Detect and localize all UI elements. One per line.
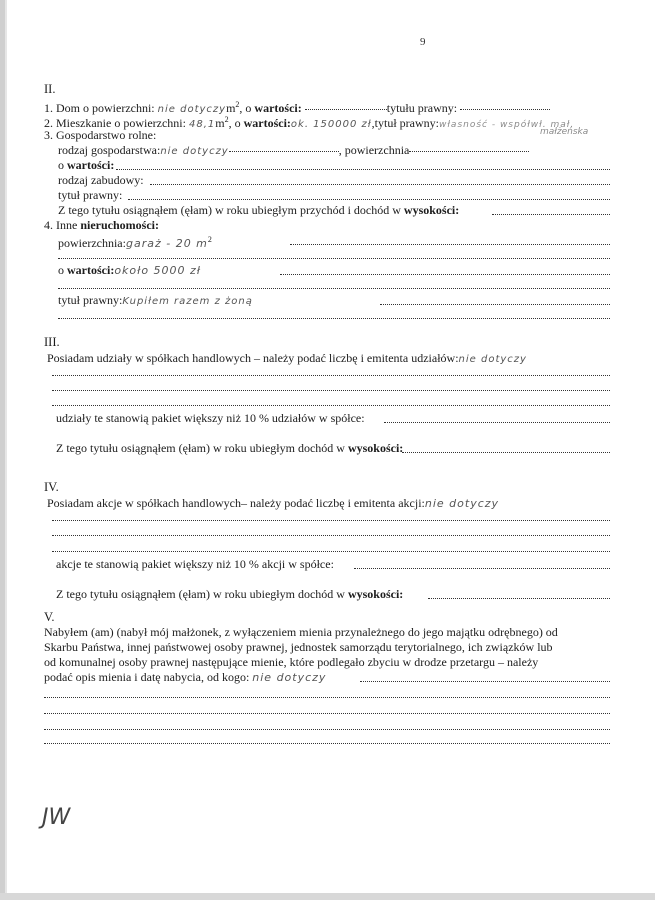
handwriting: Kupiłem razem z żoną <box>122 296 253 307</box>
handwriting: około 5000 zł <box>114 264 201 277</box>
signature: JW <box>42 805 71 830</box>
s2-other-value: o wartości:około 5000 zł <box>58 263 201 277</box>
handwriting: ok. 150000 zł <box>290 119 372 130</box>
section-5-heading: V. <box>44 610 55 624</box>
s2-farm-title: tytuł prawny: <box>58 188 123 202</box>
section-3-heading: III. <box>44 335 60 349</box>
s2-house-line: 1. Dom o powierzchni: nie dotyczym$^2$, o wartości: tytułu prawny: <box>44 98 550 117</box>
handwriting: nie dotyczy <box>458 354 527 365</box>
handwriting: garaż - 20 m <box>125 237 208 250</box>
s2-other-area: powierzchnia:garaż - 20 $m^2$ <box>58 235 212 250</box>
handwriting: nie dotyczy <box>252 671 327 684</box>
s2-flat-line: 2. Mieszkanie o powierzchni: $48,1m^2$, o wartości:ok. 150000 zł,tytuł prawny:własność - współwł. mał. <box>44 115 575 130</box>
scan-edge-inner <box>5 0 7 900</box>
s5-para-line-2: Skarbu Państwa, innej państwowej osoby prawnej, jednostek samorządu terytorialnego, ich związków lub <box>44 640 553 654</box>
s3-shares-line: Posiadam udziały w spółkach handlowych – należy podać liczbę i emitenta udziałów:nie dotyczy <box>47 351 527 365</box>
section-4-heading: IV. <box>44 480 59 494</box>
page-mark: 9 <box>420 36 426 48</box>
handwriting: nie dotyczy <box>160 146 229 157</box>
s4-income-line: Z tego tytułu osiągnąłem (ęłam) w roku ubiegłym dochód w wysokości: <box>56 587 404 601</box>
s5-para-line-3: od komunalnej osoby prawnej następujące mienie, które podlegało zbyciu w drodze przetargu – należy <box>44 655 539 669</box>
section-2-heading: II. <box>44 82 56 96</box>
handwriting: nie dotyczy <box>424 497 500 510</box>
handwriting: własność - współwł. mał. <box>438 120 575 130</box>
s2-other-property: 4. Inne nieruchomości: <box>44 218 159 232</box>
s2-farm-income: Z tego tytułu osiągnąłem (ęłam) w roku ubiegłym przychód i dochód w wysokości: <box>58 203 460 217</box>
s5-para-line-1: Nabyłem (am) (nabył mój małżonek, z wyłączeniem mienia przynależnego do jego majątku odrębnego) od <box>44 625 558 639</box>
handwriting-note: małżeńska <box>540 127 589 137</box>
s3-packet-line: udziały te stanowią pakiet większy niż 10 % udziałów w spółce: <box>56 411 365 425</box>
s3-income-line: Z tego tytułu osiągnąłem (ęłam) w roku ubiegłym dochód w wysokości: <box>56 441 404 455</box>
handwriting: nie dotyczy <box>157 104 227 115</box>
s2-farm-buildings: rodzaj zabudowy: <box>58 173 144 187</box>
s2-other-title: tytuł prawny:Kupiłem razem z żoną <box>58 293 253 307</box>
s4-stocks-line: Posiadam akcje w spółkach handlowych– należy podać liczbę i emitenta akcji:nie dotyczy <box>47 496 500 510</box>
handwriting: 48,1 <box>188 119 216 130</box>
s4-packet-line: akcje te stanowią pakiet większy niż 10 % akcji w spółce: <box>56 557 334 571</box>
scan-bottom-edge <box>0 893 655 900</box>
s2-farm-heading: 3. Gospodarstwo rolne: <box>44 128 157 142</box>
s2-farm-value: o wartości: <box>58 158 115 172</box>
s5-para-line-4: podać opis mienia i datę nabycia, od kogo: nie dotyczy <box>44 670 327 684</box>
s2-farm-type: rodzaj gospodarstwa:nie dotyczy , powierzchnia <box>58 143 529 159</box>
